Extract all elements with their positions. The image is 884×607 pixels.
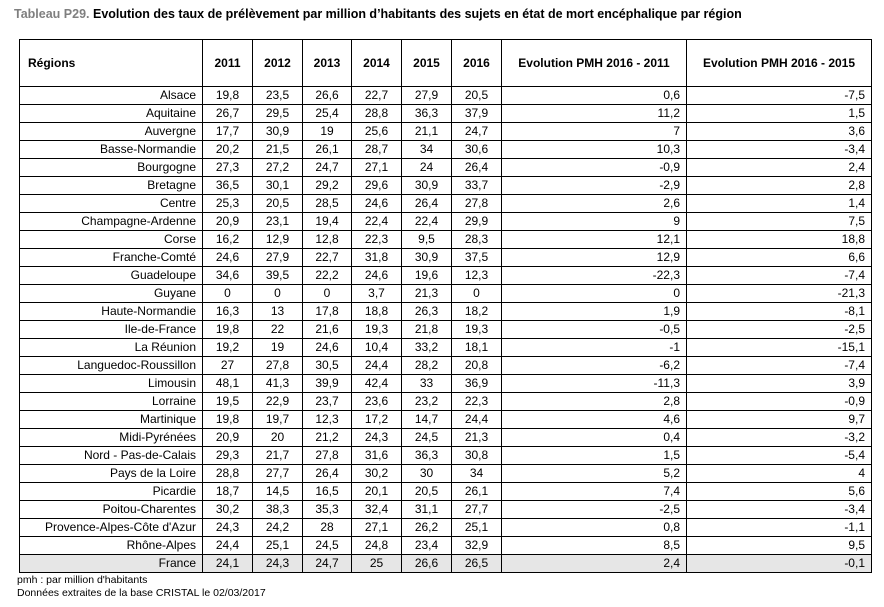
value-cell: 25,1 <box>253 537 303 555</box>
value-cell: 12,8 <box>303 231 352 249</box>
value-cell: 25,3 <box>203 195 253 213</box>
value-cell: 25,6 <box>352 123 402 141</box>
evolution-cell: 7 <box>502 123 687 141</box>
value-cell: 23,1 <box>253 213 303 231</box>
evolution-cell: -3,4 <box>687 141 872 159</box>
value-cell: 31,6 <box>352 447 402 465</box>
value-cell: 19,8 <box>203 411 253 429</box>
table-row <box>20 357 872 375</box>
region-cell: Champagne-Ardenne <box>20 213 203 231</box>
value-cell: 19,8 <box>203 321 253 339</box>
region-cell: Guyane <box>20 285 203 303</box>
value-cell: 9,5 <box>402 231 452 249</box>
value-cell: 39,9 <box>303 375 352 393</box>
table-row <box>20 393 872 411</box>
evolution-cell: -11,3 <box>502 375 687 393</box>
value-cell: 30,9 <box>253 123 303 141</box>
region-cell: Limousin <box>20 375 203 393</box>
evolution-cell: -5,4 <box>687 447 872 465</box>
value-cell: 27,2 <box>253 159 303 177</box>
region-cell: Poitou-Charentes <box>20 501 203 519</box>
value-cell: 12,3 <box>452 267 502 285</box>
value-cell: 23,5 <box>253 87 303 105</box>
value-cell: 28,8 <box>352 105 402 123</box>
footnote-source: Données extraites de la base CRISTAL le 02/03/2017 <box>17 587 266 599</box>
evolution-cell: 7,4 <box>502 483 687 501</box>
value-cell: 34,6 <box>203 267 253 285</box>
value-cell: 24,5 <box>303 537 352 555</box>
table-row <box>20 519 872 537</box>
region-cell: Languedoc-Roussillon <box>20 357 203 375</box>
value-cell: 22,3 <box>352 231 402 249</box>
value-cell: 27,7 <box>452 501 502 519</box>
value-cell: 17,7 <box>203 123 253 141</box>
value-cell: 19,6 <box>402 267 452 285</box>
value-cell: 34 <box>402 141 452 159</box>
value-cell: 0 <box>253 285 303 303</box>
evolution-cell: -0,5 <box>502 321 687 339</box>
value-cell: 24 <box>402 159 452 177</box>
value-cell: 20,2 <box>203 141 253 159</box>
value-cell: 25 <box>352 555 402 573</box>
region-cell: Provence-Alpes-Côte d'Azur <box>20 519 203 537</box>
evolution-cell: -3,2 <box>687 429 872 447</box>
evolution-cell: 12,9 <box>502 249 687 267</box>
value-cell: 25,4 <box>303 105 352 123</box>
value-cell: 24,7 <box>303 159 352 177</box>
evolution-cell: 5,6 <box>687 483 872 501</box>
value-cell: 16,5 <box>303 483 352 501</box>
table-row <box>20 303 872 321</box>
value-cell: 16,2 <box>203 231 253 249</box>
evolution-cell: -15,1 <box>687 339 872 357</box>
value-cell: 34 <box>452 465 502 483</box>
table-number: Tableau P29. <box>14 7 90 21</box>
region-cell: Martinique <box>20 411 203 429</box>
region-cell: Lorraine <box>20 393 203 411</box>
table-row <box>20 249 872 267</box>
value-cell: 30,2 <box>352 465 402 483</box>
table-row <box>20 501 872 519</box>
value-cell: 26,1 <box>452 483 502 501</box>
evolution-cell: -0,9 <box>502 159 687 177</box>
value-cell: 0 <box>452 285 502 303</box>
value-cell: 19,4 <box>303 213 352 231</box>
value-cell: 27,8 <box>452 195 502 213</box>
region-cell: Pays de la Loire <box>20 465 203 483</box>
value-cell: 24,4 <box>352 357 402 375</box>
value-cell: 24,4 <box>452 411 502 429</box>
value-cell: 26,3 <box>402 303 452 321</box>
value-cell: 18,8 <box>352 303 402 321</box>
value-cell: 22,7 <box>303 249 352 267</box>
value-cell: 30,1 <box>253 177 303 195</box>
column-header-evolution-2016-2015: Evolution PMH 2016 - 2015 <box>687 40 872 87</box>
value-cell: 24,7 <box>303 555 352 573</box>
value-cell: 28,5 <box>303 195 352 213</box>
value-cell: 0 <box>203 285 253 303</box>
value-cell: 30,2 <box>203 501 253 519</box>
evolution-cell: -8,1 <box>687 303 872 321</box>
value-cell: 29,2 <box>303 177 352 195</box>
evolution-cell: 2,4 <box>502 555 687 573</box>
value-cell: 33,7 <box>452 177 502 195</box>
value-cell: 29,6 <box>352 177 402 195</box>
evolution-cell: 2,8 <box>687 177 872 195</box>
value-cell: 19,5 <box>203 393 253 411</box>
evolution-cell: -22,3 <box>502 267 687 285</box>
value-cell: 29,5 <box>253 105 303 123</box>
value-cell: 13 <box>253 303 303 321</box>
value-cell: 19,3 <box>352 321 402 339</box>
value-cell: 36,9 <box>452 375 502 393</box>
value-cell: 24,6 <box>203 249 253 267</box>
column-header-evolution-2016-2011: Evolution PMH 2016 - 2011 <box>502 40 687 87</box>
total-row <box>20 555 872 573</box>
evolution-cell: 11,2 <box>502 105 687 123</box>
value-cell: 21,7 <box>253 447 303 465</box>
evolution-cell: 4,6 <box>502 411 687 429</box>
value-cell: 24,1 <box>203 555 253 573</box>
value-cell: 24,6 <box>352 195 402 213</box>
value-cell: 37,9 <box>452 105 502 123</box>
evolution-cell: 12,1 <box>502 231 687 249</box>
table-row <box>20 141 872 159</box>
region-cell: Franche-Comté <box>20 249 203 267</box>
value-cell: 31,8 <box>352 249 402 267</box>
column-header-2012: 2012 <box>253 40 303 87</box>
value-cell: 48,1 <box>203 375 253 393</box>
value-cell: 18,1 <box>452 339 502 357</box>
value-cell: 24,3 <box>203 519 253 537</box>
value-cell: 30 <box>402 465 452 483</box>
value-cell: 17,8 <box>303 303 352 321</box>
evolution-cell: 0,8 <box>502 519 687 537</box>
value-cell: 21,3 <box>402 285 452 303</box>
value-cell: 17,2 <box>352 411 402 429</box>
value-cell: 32,4 <box>352 501 402 519</box>
value-cell: 18,7 <box>203 483 253 501</box>
evolution-cell: 9,5 <box>687 537 872 555</box>
value-cell: 24,3 <box>352 429 402 447</box>
evolution-cell: -1 <box>502 339 687 357</box>
region-cell: Auvergne <box>20 123 203 141</box>
evolution-cell: -0,1 <box>687 555 872 573</box>
value-cell: 37,5 <box>452 249 502 267</box>
value-cell: 20,5 <box>253 195 303 213</box>
table-row <box>20 465 872 483</box>
value-cell: 20 <box>253 429 303 447</box>
region-cell: Alsace <box>20 87 203 105</box>
region-cell: Basse-Normandie <box>20 141 203 159</box>
table-row <box>20 339 872 357</box>
region-cell: Rhône-Alpes <box>20 537 203 555</box>
value-cell: 22 <box>253 321 303 339</box>
evolution-cell: 3,6 <box>687 123 872 141</box>
value-cell: 27,9 <box>402 87 452 105</box>
value-cell: 28,7 <box>352 141 402 159</box>
value-cell: 26,7 <box>203 105 253 123</box>
value-cell: 27,1 <box>352 519 402 537</box>
value-cell: 36,5 <box>203 177 253 195</box>
value-cell: 10,4 <box>352 339 402 357</box>
table-body <box>20 87 872 573</box>
value-cell: 30,5 <box>303 357 352 375</box>
value-cell: 3,7 <box>352 285 402 303</box>
value-cell: 22,9 <box>253 393 303 411</box>
region-cell: Haute-Normandie <box>20 303 203 321</box>
value-cell: 30,9 <box>402 177 452 195</box>
value-cell: 28,2 <box>402 357 452 375</box>
evolution-cell: -7,4 <box>687 267 872 285</box>
evolution-cell: 6,6 <box>687 249 872 267</box>
column-header-regions: Régions <box>20 40 203 87</box>
value-cell: 22,4 <box>352 213 402 231</box>
value-cell: 20,9 <box>203 429 253 447</box>
value-cell: 14,5 <box>253 483 303 501</box>
evolution-cell: 2,8 <box>502 393 687 411</box>
value-cell: 27,9 <box>253 249 303 267</box>
evolution-cell: 1,5 <box>687 105 872 123</box>
value-cell: 18,2 <box>452 303 502 321</box>
value-cell: 20,1 <box>352 483 402 501</box>
value-cell: 24,4 <box>203 537 253 555</box>
table-row <box>20 375 872 393</box>
value-cell: 21,5 <box>253 141 303 159</box>
evolution-cell: 18,8 <box>687 231 872 249</box>
value-cell: 32,9 <box>452 537 502 555</box>
value-cell: 26,6 <box>402 555 452 573</box>
evolution-cell: 4 <box>687 465 872 483</box>
value-cell: 26,5 <box>452 555 502 573</box>
column-header-2013: 2013 <box>303 40 352 87</box>
table-row <box>20 123 872 141</box>
evolution-cell: 2,6 <box>502 195 687 213</box>
value-cell: 12,3 <box>303 411 352 429</box>
value-cell: 29,9 <box>452 213 502 231</box>
table-row <box>20 285 872 303</box>
value-cell: 24,6 <box>303 339 352 357</box>
value-cell: 42,4 <box>352 375 402 393</box>
value-cell: 24,8 <box>352 537 402 555</box>
value-cell: 26,4 <box>303 465 352 483</box>
value-cell: 39,5 <box>253 267 303 285</box>
region-cell: Corse <box>20 231 203 249</box>
value-cell: 22,2 <box>303 267 352 285</box>
table-row <box>20 105 872 123</box>
value-cell: 30,9 <box>402 249 452 267</box>
evolution-cell: -2,5 <box>687 321 872 339</box>
value-cell: 21,3 <box>452 429 502 447</box>
value-cell: 26,4 <box>452 159 502 177</box>
evolution-cell: 2,4 <box>687 159 872 177</box>
region-cell: Bretagne <box>20 177 203 195</box>
region-cell: Ile-de-France <box>20 321 203 339</box>
column-header-2014: 2014 <box>352 40 402 87</box>
region-cell: Centre <box>20 195 203 213</box>
table-caption: Evolution des taux de prélèvement par million d’habitants des sujets en état de mort encéphalique par région <box>92 7 742 21</box>
value-cell: 28,3 <box>452 231 502 249</box>
value-cell: 30,6 <box>452 141 502 159</box>
value-cell: 22,7 <box>352 87 402 105</box>
table-row <box>20 87 872 105</box>
value-cell: 19,8 <box>203 87 253 105</box>
region-cell: Bourgogne <box>20 159 203 177</box>
value-cell: 26,1 <box>303 141 352 159</box>
evolution-cell: -7,4 <box>687 357 872 375</box>
value-cell: 33 <box>402 375 452 393</box>
evolution-cell: 1,5 <box>502 447 687 465</box>
value-cell: 35,3 <box>303 501 352 519</box>
region-cell: Picardie <box>20 483 203 501</box>
value-cell: 30,8 <box>452 447 502 465</box>
evolution-cell: 1,4 <box>687 195 872 213</box>
region-cell: Nord - Pas-de-Calais <box>20 447 203 465</box>
table-row <box>20 429 872 447</box>
value-cell: 12,9 <box>253 231 303 249</box>
value-cell: 23,6 <box>352 393 402 411</box>
value-cell: 22,4 <box>402 213 452 231</box>
table-row <box>20 267 872 285</box>
evolution-cell: 0 <box>502 285 687 303</box>
table-title <box>14 7 742 21</box>
value-cell: 27,8 <box>253 357 303 375</box>
value-cell: 27,7 <box>253 465 303 483</box>
evolution-cell: -2,5 <box>502 501 687 519</box>
value-cell: 24,2 <box>253 519 303 537</box>
header-row <box>20 40 872 87</box>
table-row <box>20 159 872 177</box>
evolution-cell: -21,3 <box>687 285 872 303</box>
value-cell: 24,3 <box>253 555 303 573</box>
value-cell: 38,3 <box>253 501 303 519</box>
table-row <box>20 411 872 429</box>
value-cell: 27,8 <box>303 447 352 465</box>
evolution-cell: -3,4 <box>687 501 872 519</box>
value-cell: 20,5 <box>402 483 452 501</box>
value-cell: 23,7 <box>303 393 352 411</box>
evolution-cell: 9 <box>502 213 687 231</box>
value-cell: 21,8 <box>402 321 452 339</box>
value-cell: 36,3 <box>402 105 452 123</box>
value-cell: 19,7 <box>253 411 303 429</box>
value-cell: 24,5 <box>402 429 452 447</box>
value-cell: 19,2 <box>203 339 253 357</box>
value-cell: 22,3 <box>452 393 502 411</box>
value-cell: 27,1 <box>352 159 402 177</box>
region-cell: France <box>20 555 203 573</box>
value-cell: 25,1 <box>452 519 502 537</box>
value-cell: 24,7 <box>452 123 502 141</box>
table-row <box>20 447 872 465</box>
value-cell: 27 <box>203 357 253 375</box>
value-cell: 29,3 <box>203 447 253 465</box>
table-row <box>20 321 872 339</box>
value-cell: 20,5 <box>452 87 502 105</box>
evolution-cell: -2,9 <box>502 177 687 195</box>
table-row <box>20 195 872 213</box>
value-cell: 23,4 <box>402 537 452 555</box>
value-cell: 26,6 <box>303 87 352 105</box>
value-cell: 41,3 <box>253 375 303 393</box>
evolution-cell: 5,2 <box>502 465 687 483</box>
evolution-cell: 9,7 <box>687 411 872 429</box>
value-cell: 23,2 <box>402 393 452 411</box>
table-row <box>20 537 872 555</box>
region-cell: Midi-Pyrénées <box>20 429 203 447</box>
table-row <box>20 213 872 231</box>
footnote-pmh: pmh : par million d'habitants <box>17 574 148 586</box>
column-header-2015: 2015 <box>402 40 452 87</box>
evolution-cell: -7,5 <box>687 87 872 105</box>
value-cell: 24,6 <box>352 267 402 285</box>
value-cell: 21,6 <box>303 321 352 339</box>
value-cell: 19 <box>303 123 352 141</box>
value-cell: 33,2 <box>402 339 452 357</box>
value-cell: 20,9 <box>203 213 253 231</box>
value-cell: 19 <box>253 339 303 357</box>
column-header-2011: 2011 <box>203 40 253 87</box>
region-cell: Guadeloupe <box>20 267 203 285</box>
evolution-cell: 0,6 <box>502 87 687 105</box>
value-cell: 16,3 <box>203 303 253 321</box>
evolution-cell: 7,5 <box>687 213 872 231</box>
value-cell: 28 <box>303 519 352 537</box>
data-table <box>19 39 872 573</box>
table-row <box>20 177 872 195</box>
evolution-cell: 8,5 <box>502 537 687 555</box>
evolution-cell: -6,2 <box>502 357 687 375</box>
value-cell: 28,8 <box>203 465 253 483</box>
value-cell: 26,4 <box>402 195 452 213</box>
value-cell: 26,2 <box>402 519 452 537</box>
evolution-cell: -1,1 <box>687 519 872 537</box>
value-cell: 20,8 <box>452 357 502 375</box>
evolution-cell: 1,9 <box>502 303 687 321</box>
evolution-cell: 10,3 <box>502 141 687 159</box>
value-cell: 14,7 <box>402 411 452 429</box>
table-row <box>20 231 872 249</box>
value-cell: 19,3 <box>452 321 502 339</box>
table-row <box>20 483 872 501</box>
evolution-cell: 3,9 <box>687 375 872 393</box>
evolution-cell: 0,4 <box>502 429 687 447</box>
region-cell: Aquitaine <box>20 105 203 123</box>
evolution-cell: -0,9 <box>687 393 872 411</box>
value-cell: 21,2 <box>303 429 352 447</box>
value-cell: 21,1 <box>402 123 452 141</box>
value-cell: 0 <box>303 285 352 303</box>
value-cell: 31,1 <box>402 501 452 519</box>
value-cell: 36,3 <box>402 447 452 465</box>
region-cell: La Réunion <box>20 339 203 357</box>
column-header-2016: 2016 <box>452 40 502 87</box>
value-cell: 27,3 <box>203 159 253 177</box>
